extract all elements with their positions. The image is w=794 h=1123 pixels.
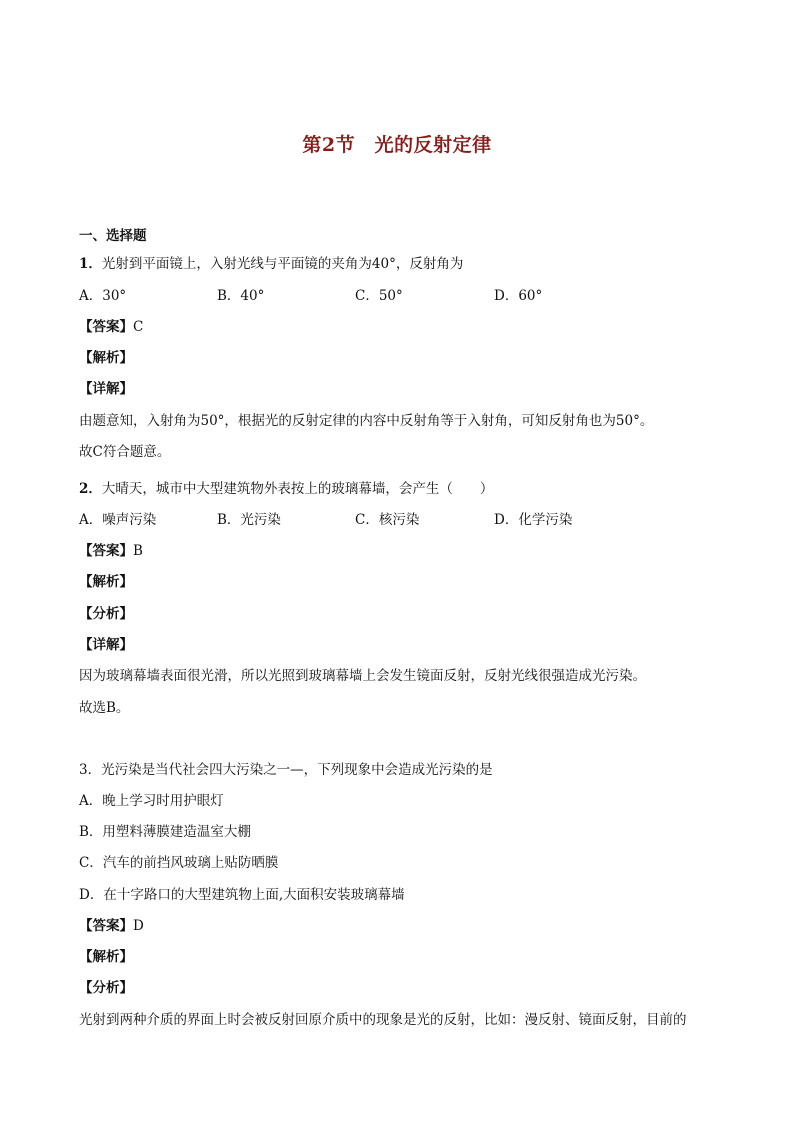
q3-option-a: A．晚上学习时用护眼灯 bbox=[79, 793, 224, 809]
q3-fenxi-label: 【分析】 bbox=[79, 980, 133, 996]
q3-option-d: D．在十字路口的大型建筑物上面,大面积安装玻璃幕墙 bbox=[79, 887, 405, 903]
q2-option-d: D．化学污染 bbox=[494, 512, 573, 528]
q1-analysis-label: 【解析】 bbox=[79, 350, 133, 366]
q1-stem-text: 光射到平面镜上，入射光线与平面镜的夹角为40°，反射角为 bbox=[101, 256, 464, 272]
q3-answer bbox=[79, 916, 144, 936]
q2-conclusion: 故选B。 bbox=[79, 700, 130, 716]
q1-option-b: B．40° bbox=[217, 288, 265, 304]
q1-option-a: A．30° bbox=[79, 288, 127, 304]
q3-fenxi-text: 光射到两种介质的界面上时会被反射回原介质中的现象是光的反射，比如：漫反射、镜面反射，目前的 bbox=[79, 1012, 687, 1028]
q1-answer-label: 【答案】 bbox=[79, 319, 133, 335]
q1-detail-text: 由题意知，入射角为50°，根据光的反射定律的内容中反射角等于入射角，可知反射角也为50°。 bbox=[79, 413, 654, 429]
q3-analysis-label: 【解析】 bbox=[79, 949, 133, 965]
q1-answer-value: C bbox=[133, 319, 144, 335]
section-heading: 一、选择题 bbox=[79, 228, 147, 244]
q2-option-b: B．光污染 bbox=[217, 512, 281, 528]
q2-detail-label: 【详解】 bbox=[79, 637, 133, 653]
q2-analysis-label: 【解析】 bbox=[79, 574, 133, 590]
q2-stem-text: 大晴天，城市中大型建筑物外表按上的玻璃幕墙，会产生（ ） bbox=[101, 481, 494, 497]
q1-number: 1． bbox=[79, 256, 102, 272]
q2-stem bbox=[79, 479, 493, 499]
q3-stem: 3．光污染是当代社会四大污染之一—，下列现象中会造成光污染的是 bbox=[79, 762, 493, 778]
q2-option-c: C．核污染 bbox=[355, 512, 420, 528]
q3-answer-label: 【答案】 bbox=[79, 918, 133, 934]
q3-option-b: B．用塑料薄膜建造温室大棚 bbox=[79, 824, 251, 840]
q2-option-a: A．噪声污染 bbox=[79, 512, 157, 528]
q1-answer bbox=[79, 317, 143, 337]
q2-answer-value: B bbox=[133, 543, 143, 559]
q2-detail-text: 因为玻璃幕墙表面很光滑，所以光照到玻璃幕墙上会发生镜面反射，反射光线很强造成光污染。 bbox=[79, 668, 646, 684]
q3-answer-value: D bbox=[133, 918, 144, 934]
q1-option-d: D．60° bbox=[494, 288, 543, 304]
page-title: 第2节 光的反射定律 bbox=[302, 134, 492, 156]
q2-answer bbox=[79, 541, 143, 561]
q3-option-c: C．汽车的前挡风玻璃上贴防晒膜 bbox=[79, 855, 279, 871]
q1-stem bbox=[79, 254, 463, 274]
q2-number: 2． bbox=[79, 481, 102, 497]
q1-option-c: C．50° bbox=[355, 288, 403, 304]
q1-conclusion: 故C符合题意。 bbox=[79, 444, 171, 460]
q1-detail-label: 【详解】 bbox=[79, 381, 133, 397]
q2-answer-label: 【答案】 bbox=[79, 543, 133, 559]
q2-fenxi-label: 【分析】 bbox=[79, 606, 133, 622]
